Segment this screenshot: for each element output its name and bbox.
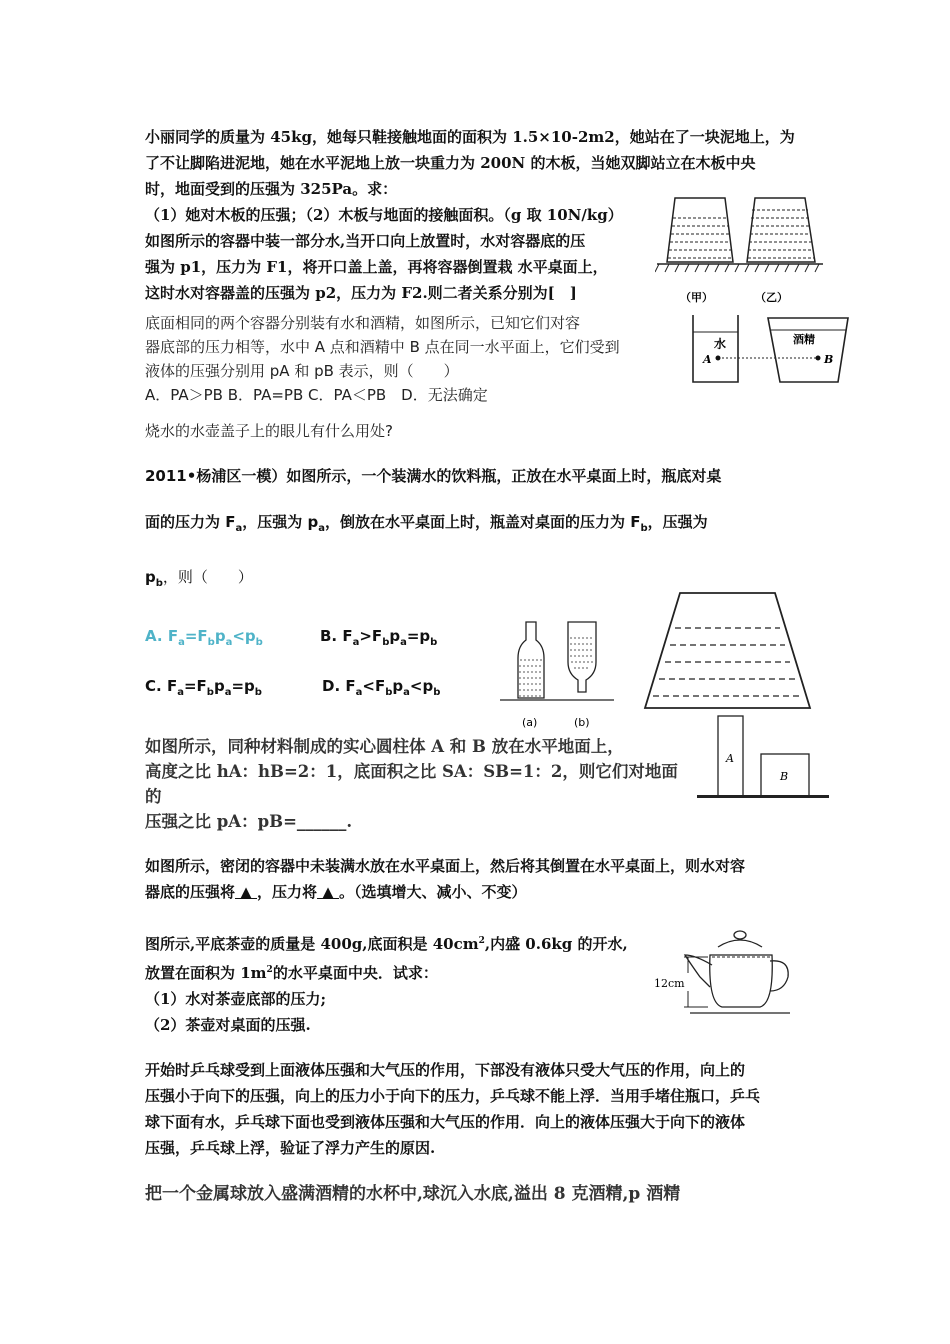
- q2-label-yi: （乙）: [755, 291, 788, 304]
- q2-line: 如图所示的容器中装一部分水,当开口向上放置时，水对容器底的压: [145, 232, 586, 250]
- q3-line: 器底部的压力相等，水中 A 点和酒精中 B 点在同一水平面上，它们受到: [145, 338, 620, 356]
- q9-line: 压强，乒乓球上浮，验证了浮力产生的原因.: [145, 1139, 436, 1157]
- q3-line: 底面相同的两个容器分别装有水和酒精，如图所示，已知它们对容: [145, 314, 581, 332]
- q6-label-b: B: [780, 770, 789, 783]
- q6-line: 高度之比 hA：hB=2：1，底面积之比 SA：SB=1：2，则它们对地面的: [145, 762, 678, 806]
- q7-blank-1: ▲: [235, 883, 257, 901]
- q8-line-1: 图所示,平底茶壶的质量是 400g,底面积是 $40cm^2$,内盛 0.6kg 的开水,: [145, 935, 628, 953]
- question-7: [145, 853, 825, 905]
- question-4: 烧水的水壶盖子上的眼儿有什么用处?: [145, 422, 393, 440]
- q3-point-a: A: [703, 353, 712, 366]
- q1-line: （1）她对木板的压强；（2）木板与地面的接触面积。（g 取 10N/kg）: [145, 206, 623, 224]
- q2-line: 强为 p1，压力为 F1，将开口盖上盖，再将容器倒置栽 水平桌面上，: [145, 258, 608, 276]
- q7-blank-2: ▲: [317, 883, 339, 901]
- question-2: [145, 228, 665, 306]
- question-6: [145, 734, 690, 834]
- question-10: 把一个金属球放入盛满酒精的水杯中,球沉入水底,溢出 8 克酒精,p 酒精: [145, 1184, 681, 1204]
- q5-option-d[interactable]: D. $F_a<F_bp_a<p_b$: [322, 677, 441, 698]
- q2-line: 这时水对容器盖的压强为 p2，压力为 F2.则二者关系分别为[ ]: [145, 284, 577, 302]
- q6-line: 压强之比 pA：pB=______.: [145, 812, 353, 831]
- q5-line-3: $p_b$，则（ ）: [145, 568, 253, 589]
- q3-line: 液体的压强分别用 pA 和 pB 表示，则（ ）: [145, 362, 459, 380]
- q9-line: 开始时乒乓球受到上面液体压强和大气压的作用，下部没有液体只受大气压的作用，向上的: [145, 1061, 746, 1079]
- q8-height-label: 12cm: [654, 977, 685, 990]
- question-9: [145, 1057, 825, 1161]
- q7-line-1: 如图所示，密闭的容器中未装满水放在水平桌面上，然后将其倒置在水平桌面上，则水对容: [145, 857, 746, 875]
- q5-label-b: (b): [574, 716, 590, 729]
- q2-label-jia: （甲）: [680, 291, 713, 304]
- q3-options: A．PA＞PB B．PA=PB C．PA＜PB D．无法确定: [145, 386, 488, 404]
- q5-line-1: 2011•杨浦区一模）如图所示，一个装满水的饮料瓶，正放在水平桌面上时，瓶底对桌: [145, 467, 722, 485]
- q9-line: 压强小于向下的压强，向上的压力小于向下的压力，乒乓球不能上浮．当用手堵住瓶口，乒乓: [145, 1087, 761, 1105]
- q6-label-a: A: [726, 752, 734, 765]
- q5-option-a[interactable]: A. $F_a=F_bp_a<p_b$: [145, 627, 263, 648]
- question-8: [145, 928, 645, 1038]
- question-3: [145, 311, 685, 407]
- q1-line: 时，地面受到的压强为 325Pa。求：: [145, 180, 398, 198]
- q6-cylinder-figure: [695, 712, 835, 802]
- q8-line-3: （1）水对茶壶底部的压力;: [145, 990, 326, 1008]
- q7-line-2: 器底的压强将 ▲ ，压力将 ▲ 。（选填增大、减小、不变）: [145, 883, 527, 901]
- q3-containers-figure: [688, 310, 853, 385]
- q5-label-a: (a): [522, 716, 538, 729]
- q3-point-b: B: [824, 353, 834, 366]
- q1-line: 了不让脚陷进泥地，她在水平泥地上放一块重力为 200N 的木板，当她双脚站立在木板中央: [145, 154, 756, 172]
- q7-container-figure: [640, 590, 815, 712]
- q8-line-4: （2）茶壶对桌面的压强.: [145, 1016, 311, 1034]
- q6-line: 如图所示，同种材料制成的实心圆柱体 A 和 B 放在水平地面上，: [145, 737, 624, 756]
- q8-teapot-figure: [650, 925, 800, 1020]
- q1-line: 小丽同学的质量为 45kg，她每只鞋接触地面的面积为 1.5×10-2m2，她站在了一块泥地上，为: [145, 128, 795, 146]
- q5-option-b[interactable]: B. $F_a>F_bp_a=p_b$: [320, 627, 438, 648]
- q9-line: 球下面有水，乒乓球下面也受到液体压强和大气压的作用．向上的液体压强大于向下的液体: [145, 1113, 746, 1131]
- q5-line-2: 面的压力为 $F_a$，压强为 $p_a$，倒放在水平桌面上时，瓶盖对桌面的压力为 $F_b$，压强为: [145, 513, 708, 534]
- q5-option-c[interactable]: C. $F_a=F_bp_a=p_b$: [145, 677, 262, 698]
- q2-container-figure: [655, 190, 830, 310]
- q3-alcohol-label: 酒精: [793, 333, 815, 346]
- question-5: [145, 464, 825, 596]
- q5-bottle-figure: [498, 614, 616, 732]
- q8-line-2: 放置在面积为 $1m^2$的水平桌面中央．试求：: [145, 964, 438, 982]
- q3-water-label: 水: [714, 337, 727, 351]
